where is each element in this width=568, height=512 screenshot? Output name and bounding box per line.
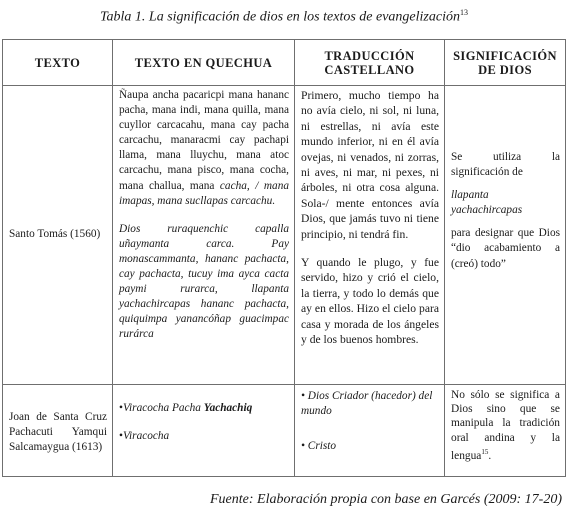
header-traduccion: TRADUCCIÓN CASTELLANO xyxy=(295,40,445,86)
table-row xyxy=(3,385,566,477)
quechua-text: Ñaupa ancha pacaricpi mana hananc pacha, mana indi, mana quilla, mana cuyllor carcacahu, mana cay pacha carcachu, manaracmi cay pachapi llama, mana lluychu, mana atoc carcachu, mana pisco, mana cocha, mana challua, mana xyxy=(119,89,289,192)
quechua-bullet: •Viracocha xyxy=(119,430,170,443)
evangelization-table xyxy=(2,39,566,477)
quechua-cell xyxy=(113,86,295,385)
translation-bullet: • Cristo xyxy=(301,440,337,453)
translation-paragraph-2: Y quando le plugo, y fue servido, hizo y crió el cielo, la tierra, y todo lo demás que ay en ellos. Hizo el cielo para casa y morada de los ángeles y de los buenos hombres. xyxy=(301,256,439,347)
table-header-row xyxy=(3,40,566,86)
translation-cell xyxy=(295,385,445,477)
translation-bullet: • Dios Criador (hacedor) del mundo xyxy=(301,390,433,418)
significance-term: llapanta yachachircapas xyxy=(451,189,523,217)
quechua-paragraph-2: Dios ruraquenchic capalla uñaymanta carca. Pay monascammanta, hananc pachacta, cay pachacta, tucuy ima ayca cacta paymi rurarca, llapanta yachachircapas hananc pachacta, quiquimpa yanancóñap guacimpac rurárca xyxy=(119,222,289,341)
quechua-text-italic: cacha, / mana imapas, mana sucllapas carcachu. xyxy=(119,179,289,207)
translation-paragraph: Primero, mucho tiempo ha no avía cielo, ni sol, ni luna, ni estrellas, ni avía este mundo inferior, ni en él avía ovejas, ni venados, ni zorras, ni aves, ni mar, ni pexes, ni árboles, ni otra cosa alguna. Sola-/ mente entonces avía Dios, que jamás tuvo ni tiene principio, ni tendrá fin. xyxy=(301,89,439,241)
caption-footnote-mark: 13 xyxy=(459,8,468,17)
table-source: Fuente: Elaboración propia con base en Garcés (2009: 17-20) xyxy=(210,492,562,507)
header-significacion: SIGNIFICACIÓN DE DIOS xyxy=(445,40,566,86)
translation-cell xyxy=(295,86,445,385)
quechua-bullet: •Viracocha Pacha Yachachiq xyxy=(119,402,253,414)
quechua-paragraph xyxy=(119,88,289,209)
significance-intro: Se utiliza la significación de xyxy=(451,151,560,179)
quechua-cell xyxy=(113,385,295,477)
significance-footnote-mark: 15 xyxy=(481,447,489,456)
header-texto: TEXTO xyxy=(3,40,113,86)
significance-explanation: para designar que Dios “dio acabamiento a (creó) todo” xyxy=(451,227,560,270)
significance-cell: No sólo se significa a Dios sino que se manipula la tradición oral andina y la lengua$^{15}$. xyxy=(445,385,566,477)
author-cell xyxy=(3,86,113,385)
author-name: Santo Tomás (1560) xyxy=(9,228,101,241)
author-cell xyxy=(3,385,113,477)
significance-cell xyxy=(445,86,566,385)
header-quechua: TEXTO EN QUECHUA xyxy=(113,40,295,86)
significance-text: No sólo se significa a Dios sino que se manipula la tradición oral andina y la lengua xyxy=(451,389,560,462)
table-caption xyxy=(0,4,568,27)
author-name: Joan de Santa Cruz Pachacuti Yamqui Salcamaygua (1613) xyxy=(9,410,107,454)
caption-text: Tabla 1. La significación de dios en los textos de evangelización xyxy=(100,9,460,25)
table-row xyxy=(3,86,566,385)
